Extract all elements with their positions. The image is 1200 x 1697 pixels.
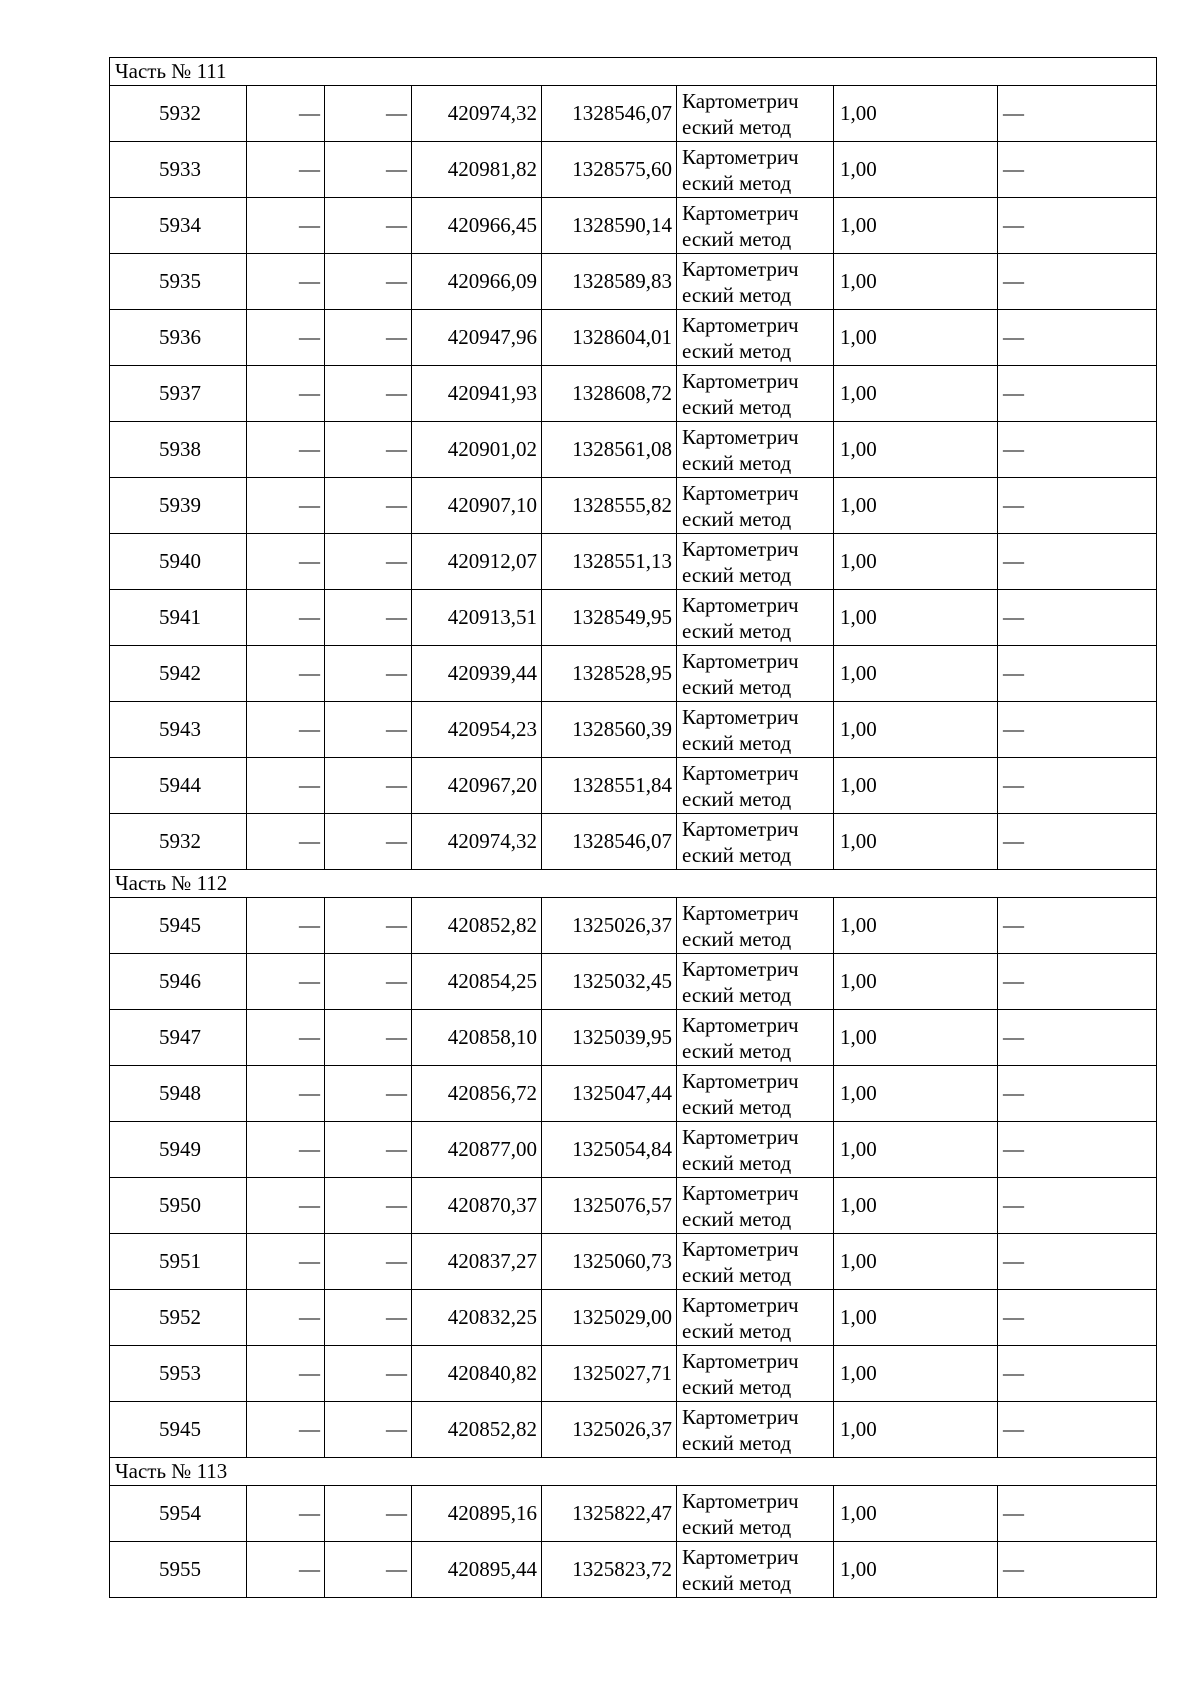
empty-dash-cell: — [998, 254, 1157, 310]
empty-dash-cell: — [247, 1010, 325, 1066]
method-text-line: еский метод [682, 394, 792, 419]
method-cell [677, 1290, 834, 1346]
x-coordinate: 420877,00 [412, 1122, 542, 1178]
method-text-line: Картометрич [682, 1124, 799, 1149]
accuracy-value: 1,00 [834, 422, 998, 478]
accuracy-value: 1,00 [834, 478, 998, 534]
empty-dash-cell: — [325, 422, 412, 478]
empty-dash-cell: — [998, 1290, 1157, 1346]
point-number: 5947 [110, 1010, 247, 1066]
point-number: 5954 [110, 1486, 247, 1542]
table-row [110, 954, 1157, 1010]
y-coordinate: 1328561,08 [542, 422, 677, 478]
accuracy-value: 1,00 [834, 758, 998, 814]
y-coordinate: 1328604,01 [542, 310, 677, 366]
table-row [110, 646, 1157, 702]
method-cell [677, 1178, 834, 1234]
method-text-line: Картометрич [682, 480, 799, 505]
method-text-line: еский метод [682, 1262, 792, 1287]
method-text-line: Картометрич [682, 88, 799, 113]
empty-dash-cell: — [325, 254, 412, 310]
section-header-row [110, 58, 1157, 86]
method-text-line: Картометрич [682, 1012, 799, 1037]
method-text-line: Картометрич [682, 900, 799, 925]
empty-dash-cell: — [247, 1234, 325, 1290]
method-cell [677, 366, 834, 422]
point-number: 5932 [110, 86, 247, 142]
method-cell [677, 1066, 834, 1122]
point-number: 5952 [110, 1290, 247, 1346]
empty-dash-cell: — [325, 142, 412, 198]
point-number: 5945 [110, 1402, 247, 1458]
section-title: Часть № 113 [110, 1458, 1157, 1486]
point-number: 5940 [110, 534, 247, 590]
method-cell [677, 954, 834, 1010]
empty-dash-cell: — [325, 534, 412, 590]
table-row [110, 758, 1157, 814]
empty-dash-cell: — [247, 1486, 325, 1542]
x-coordinate: 420858,10 [412, 1010, 542, 1066]
x-coordinate: 420840,82 [412, 1346, 542, 1402]
point-number: 5950 [110, 1178, 247, 1234]
empty-dash-cell: — [247, 646, 325, 702]
method-text-line: Картометрич [682, 424, 799, 449]
table-body [110, 58, 1157, 1598]
empty-dash-cell: — [325, 366, 412, 422]
x-coordinate: 420913,51 [412, 590, 542, 646]
empty-dash-cell: — [998, 1010, 1157, 1066]
accuracy-value: 1,00 [834, 1178, 998, 1234]
empty-dash-cell: — [247, 1066, 325, 1122]
method-text-line: еский метод [682, 842, 792, 867]
method-text-line: Картометрич [682, 1236, 799, 1261]
empty-dash-cell: — [247, 758, 325, 814]
method-text-line: Картометрич [682, 1404, 799, 1429]
table-row [110, 814, 1157, 870]
point-number: 5953 [110, 1346, 247, 1402]
y-coordinate: 1328608,72 [542, 366, 677, 422]
point-number: 5944 [110, 758, 247, 814]
method-text-line: Картометрич [682, 200, 799, 225]
empty-dash-cell: — [247, 310, 325, 366]
table-row [110, 1346, 1157, 1402]
empty-dash-cell: — [998, 1402, 1157, 1458]
point-number: 5945 [110, 898, 247, 954]
method-text-line: еский метод [682, 1570, 792, 1595]
empty-dash-cell: — [325, 310, 412, 366]
accuracy-value: 1,00 [834, 534, 998, 590]
empty-dash-cell: — [998, 422, 1157, 478]
point-number: 5939 [110, 478, 247, 534]
accuracy-value: 1,00 [834, 1234, 998, 1290]
empty-dash-cell: — [998, 1066, 1157, 1122]
point-number: 5933 [110, 142, 247, 198]
empty-dash-cell: — [247, 1178, 325, 1234]
method-text-line: Картометрич [682, 704, 799, 729]
point-number: 5951 [110, 1234, 247, 1290]
method-text-line: Картометрич [682, 816, 799, 841]
empty-dash-cell: — [247, 1290, 325, 1346]
x-coordinate: 420939,44 [412, 646, 542, 702]
table-row [110, 1178, 1157, 1234]
point-number: 5941 [110, 590, 247, 646]
x-coordinate: 420837,27 [412, 1234, 542, 1290]
section-title: Часть № 111 [110, 58, 1157, 86]
table-row [110, 1066, 1157, 1122]
method-cell [677, 198, 834, 254]
method-text-line: еский метод [682, 114, 792, 139]
table-row [110, 310, 1157, 366]
y-coordinate: 1328555,82 [542, 478, 677, 534]
method-cell [677, 1486, 834, 1542]
table-row [110, 366, 1157, 422]
method-cell [677, 1346, 834, 1402]
empty-dash-cell: — [998, 310, 1157, 366]
section-header-row [110, 1458, 1157, 1486]
table-row [110, 254, 1157, 310]
empty-dash-cell: — [325, 1402, 412, 1458]
method-text-line: Картометрич [682, 368, 799, 393]
empty-dash-cell: — [325, 898, 412, 954]
method-text-line: еский метод [682, 786, 792, 811]
point-number: 5943 [110, 702, 247, 758]
empty-dash-cell: — [325, 814, 412, 870]
table-row [110, 1402, 1157, 1458]
table-row [110, 590, 1157, 646]
method-text-line: Картометрич [682, 1068, 799, 1093]
method-cell [677, 422, 834, 478]
y-coordinate: 1328551,13 [542, 534, 677, 590]
empty-dash-cell: — [247, 366, 325, 422]
empty-dash-cell: — [325, 478, 412, 534]
empty-dash-cell: — [325, 1010, 412, 1066]
method-text-line: еский метод [682, 926, 792, 951]
empty-dash-cell: — [325, 1542, 412, 1598]
accuracy-value: 1,00 [834, 1010, 998, 1066]
method-cell [677, 1122, 834, 1178]
y-coordinate: 1325076,57 [542, 1178, 677, 1234]
x-coordinate: 420954,23 [412, 702, 542, 758]
empty-dash-cell: — [247, 142, 325, 198]
empty-dash-cell: — [325, 1066, 412, 1122]
x-coordinate: 420907,10 [412, 478, 542, 534]
empty-dash-cell: — [325, 702, 412, 758]
method-text-line: Картометрич [682, 312, 799, 337]
y-coordinate: 1325026,37 [542, 1402, 677, 1458]
empty-dash-cell: — [998, 366, 1157, 422]
method-cell [677, 814, 834, 870]
empty-dash-cell: — [247, 1542, 325, 1598]
method-cell [677, 254, 834, 310]
y-coordinate: 1328560,39 [542, 702, 677, 758]
accuracy-value: 1,00 [834, 1486, 998, 1542]
x-coordinate: 420870,37 [412, 1178, 542, 1234]
empty-dash-cell: — [247, 198, 325, 254]
x-coordinate: 420856,72 [412, 1066, 542, 1122]
method-text-line: Картометрич [682, 1348, 799, 1373]
empty-dash-cell: — [247, 1402, 325, 1458]
accuracy-value: 1,00 [834, 590, 998, 646]
coordinates-table [109, 57, 1157, 1598]
x-coordinate: 420941,93 [412, 366, 542, 422]
y-coordinate: 1325032,45 [542, 954, 677, 1010]
empty-dash-cell: — [325, 1122, 412, 1178]
x-coordinate: 420912,07 [412, 534, 542, 590]
point-number: 5934 [110, 198, 247, 254]
method-cell [677, 86, 834, 142]
y-coordinate: 1325822,47 [542, 1486, 677, 1542]
empty-dash-cell: — [247, 254, 325, 310]
method-cell [677, 898, 834, 954]
table-row [110, 86, 1157, 142]
y-coordinate: 1325027,71 [542, 1346, 677, 1402]
empty-dash-cell: — [998, 898, 1157, 954]
method-cell [677, 758, 834, 814]
empty-dash-cell: — [325, 758, 412, 814]
empty-dash-cell: — [998, 954, 1157, 1010]
method-text-line: еский метод [682, 674, 792, 699]
method-cell [677, 1542, 834, 1598]
accuracy-value: 1,00 [834, 1122, 998, 1178]
empty-dash-cell: — [325, 86, 412, 142]
method-cell [677, 1010, 834, 1066]
x-coordinate: 420974,32 [412, 814, 542, 870]
y-coordinate: 1328551,84 [542, 758, 677, 814]
accuracy-value: 1,00 [834, 310, 998, 366]
method-cell [677, 310, 834, 366]
x-coordinate: 420895,16 [412, 1486, 542, 1542]
empty-dash-cell: — [325, 646, 412, 702]
empty-dash-cell: — [247, 898, 325, 954]
accuracy-value: 1,00 [834, 954, 998, 1010]
table-row [110, 1122, 1157, 1178]
method-cell [677, 702, 834, 758]
method-text-line: Картометрич [682, 760, 799, 785]
empty-dash-cell: — [998, 142, 1157, 198]
method-text-line: Картометрич [682, 648, 799, 673]
method-text-line: Картометрич [682, 1488, 799, 1513]
x-coordinate: 420974,32 [412, 86, 542, 142]
empty-dash-cell: — [998, 1542, 1157, 1598]
empty-dash-cell: — [998, 646, 1157, 702]
table-row [110, 1290, 1157, 1346]
method-text-line: еский метод [682, 1430, 792, 1455]
empty-dash-cell: — [247, 1346, 325, 1402]
method-text-line: еский метод [682, 450, 792, 475]
empty-dash-cell: — [247, 534, 325, 590]
method-text-line: Картометрич [682, 256, 799, 281]
accuracy-value: 1,00 [834, 1066, 998, 1122]
method-text-line: Картометрич [682, 1180, 799, 1205]
method-cell [677, 646, 834, 702]
method-text-line: еский метод [682, 226, 792, 251]
empty-dash-cell: — [325, 1178, 412, 1234]
point-number: 5942 [110, 646, 247, 702]
empty-dash-cell: — [998, 534, 1157, 590]
y-coordinate: 1325047,44 [542, 1066, 677, 1122]
method-text-line: Картометрич [682, 1292, 799, 1317]
point-number: 5937 [110, 366, 247, 422]
empty-dash-cell: — [998, 478, 1157, 534]
method-text-line: еский метод [682, 562, 792, 587]
empty-dash-cell: — [998, 86, 1157, 142]
empty-dash-cell: — [247, 702, 325, 758]
empty-dash-cell: — [247, 814, 325, 870]
point-number: 5938 [110, 422, 247, 478]
method-text-line: еский метод [682, 1206, 792, 1231]
empty-dash-cell: — [998, 198, 1157, 254]
point-number: 5948 [110, 1066, 247, 1122]
method-text-line: еский метод [682, 1094, 792, 1119]
x-coordinate: 420966,09 [412, 254, 542, 310]
table-row [110, 1486, 1157, 1542]
point-number: 5949 [110, 1122, 247, 1178]
y-coordinate: 1328590,14 [542, 198, 677, 254]
x-coordinate: 420852,82 [412, 1402, 542, 1458]
accuracy-value: 1,00 [834, 366, 998, 422]
table-row [110, 1010, 1157, 1066]
point-number: 5946 [110, 954, 247, 1010]
method-text-line: Картометрич [682, 536, 799, 561]
empty-dash-cell: — [325, 1290, 412, 1346]
table-row [110, 1542, 1157, 1598]
y-coordinate: 1328546,07 [542, 814, 677, 870]
point-number: 5932 [110, 814, 247, 870]
accuracy-value: 1,00 [834, 1542, 998, 1598]
empty-dash-cell: — [998, 590, 1157, 646]
empty-dash-cell: — [998, 1122, 1157, 1178]
method-text-line: еский метод [682, 282, 792, 307]
method-text-line: еский метод [682, 618, 792, 643]
empty-dash-cell: — [998, 1178, 1157, 1234]
y-coordinate: 1325026,37 [542, 898, 677, 954]
empty-dash-cell: — [325, 590, 412, 646]
accuracy-value: 1,00 [834, 646, 998, 702]
empty-dash-cell: — [247, 478, 325, 534]
y-coordinate: 1325054,84 [542, 1122, 677, 1178]
method-text-line: Картометрич [682, 956, 799, 981]
y-coordinate: 1328528,95 [542, 646, 677, 702]
y-coordinate: 1325823,72 [542, 1542, 677, 1598]
empty-dash-cell: — [998, 702, 1157, 758]
table-row [110, 422, 1157, 478]
accuracy-value: 1,00 [834, 254, 998, 310]
table-row [110, 702, 1157, 758]
y-coordinate: 1328549,95 [542, 590, 677, 646]
table-row [110, 898, 1157, 954]
accuracy-value: 1,00 [834, 814, 998, 870]
method-text-line: еский метод [682, 506, 792, 531]
empty-dash-cell: — [325, 1486, 412, 1542]
accuracy-value: 1,00 [834, 86, 998, 142]
method-text-line: еский метод [682, 982, 792, 1007]
x-coordinate: 420832,25 [412, 1290, 542, 1346]
empty-dash-cell: — [998, 814, 1157, 870]
table-row [110, 534, 1157, 590]
accuracy-value: 1,00 [834, 898, 998, 954]
x-coordinate: 420967,20 [412, 758, 542, 814]
method-cell [677, 1234, 834, 1290]
empty-dash-cell: — [325, 954, 412, 1010]
empty-dash-cell: — [325, 1346, 412, 1402]
empty-dash-cell: — [998, 1234, 1157, 1290]
method-cell [677, 534, 834, 590]
y-coordinate: 1328589,83 [542, 254, 677, 310]
section-title: Часть № 112 [110, 870, 1157, 898]
method-cell [677, 590, 834, 646]
empty-dash-cell: — [325, 1234, 412, 1290]
method-text-line: еский метод [682, 338, 792, 363]
accuracy-value: 1,00 [834, 198, 998, 254]
empty-dash-cell: — [998, 1346, 1157, 1402]
method-text-line: еский метод [682, 730, 792, 755]
empty-dash-cell: — [247, 1122, 325, 1178]
method-cell [677, 1402, 834, 1458]
section-header-row [110, 870, 1157, 898]
method-text-line: еский метод [682, 1150, 792, 1175]
method-text-line: еский метод [682, 1374, 792, 1399]
x-coordinate: 420947,96 [412, 310, 542, 366]
y-coordinate: 1325039,95 [542, 1010, 677, 1066]
x-coordinate: 420966,45 [412, 198, 542, 254]
accuracy-value: 1,00 [834, 1346, 998, 1402]
method-text-line: еский метод [682, 1038, 792, 1063]
point-number: 5935 [110, 254, 247, 310]
x-coordinate: 420981,82 [412, 142, 542, 198]
table-row [110, 142, 1157, 198]
accuracy-value: 1,00 [834, 1290, 998, 1346]
table-row [110, 1234, 1157, 1290]
method-cell [677, 478, 834, 534]
empty-dash-cell: — [247, 422, 325, 478]
point-number: 5955 [110, 1542, 247, 1598]
accuracy-value: 1,00 [834, 1402, 998, 1458]
method-cell [677, 142, 834, 198]
method-text-line: Картометрич [682, 592, 799, 617]
empty-dash-cell: — [998, 758, 1157, 814]
y-coordinate: 1328575,60 [542, 142, 677, 198]
method-text-line: еский метод [682, 170, 792, 195]
accuracy-value: 1,00 [834, 142, 998, 198]
point-number: 5936 [110, 310, 247, 366]
empty-dash-cell: — [247, 86, 325, 142]
method-text-line: Картометрич [682, 144, 799, 169]
empty-dash-cell: — [998, 1486, 1157, 1542]
empty-dash-cell: — [247, 590, 325, 646]
x-coordinate: 420901,02 [412, 422, 542, 478]
method-text-line: еский метод [682, 1318, 792, 1343]
empty-dash-cell: — [247, 954, 325, 1010]
table-row [110, 198, 1157, 254]
y-coordinate: 1325060,73 [542, 1234, 677, 1290]
method-text-line: Картометрич [682, 1544, 799, 1569]
method-text-line: еский метод [682, 1514, 792, 1539]
empty-dash-cell: — [325, 198, 412, 254]
x-coordinate: 420854,25 [412, 954, 542, 1010]
y-coordinate: 1325029,00 [542, 1290, 677, 1346]
accuracy-value: 1,00 [834, 702, 998, 758]
x-coordinate: 420895,44 [412, 1542, 542, 1598]
x-coordinate: 420852,82 [412, 898, 542, 954]
table-row [110, 478, 1157, 534]
y-coordinate: 1328546,07 [542, 86, 677, 142]
